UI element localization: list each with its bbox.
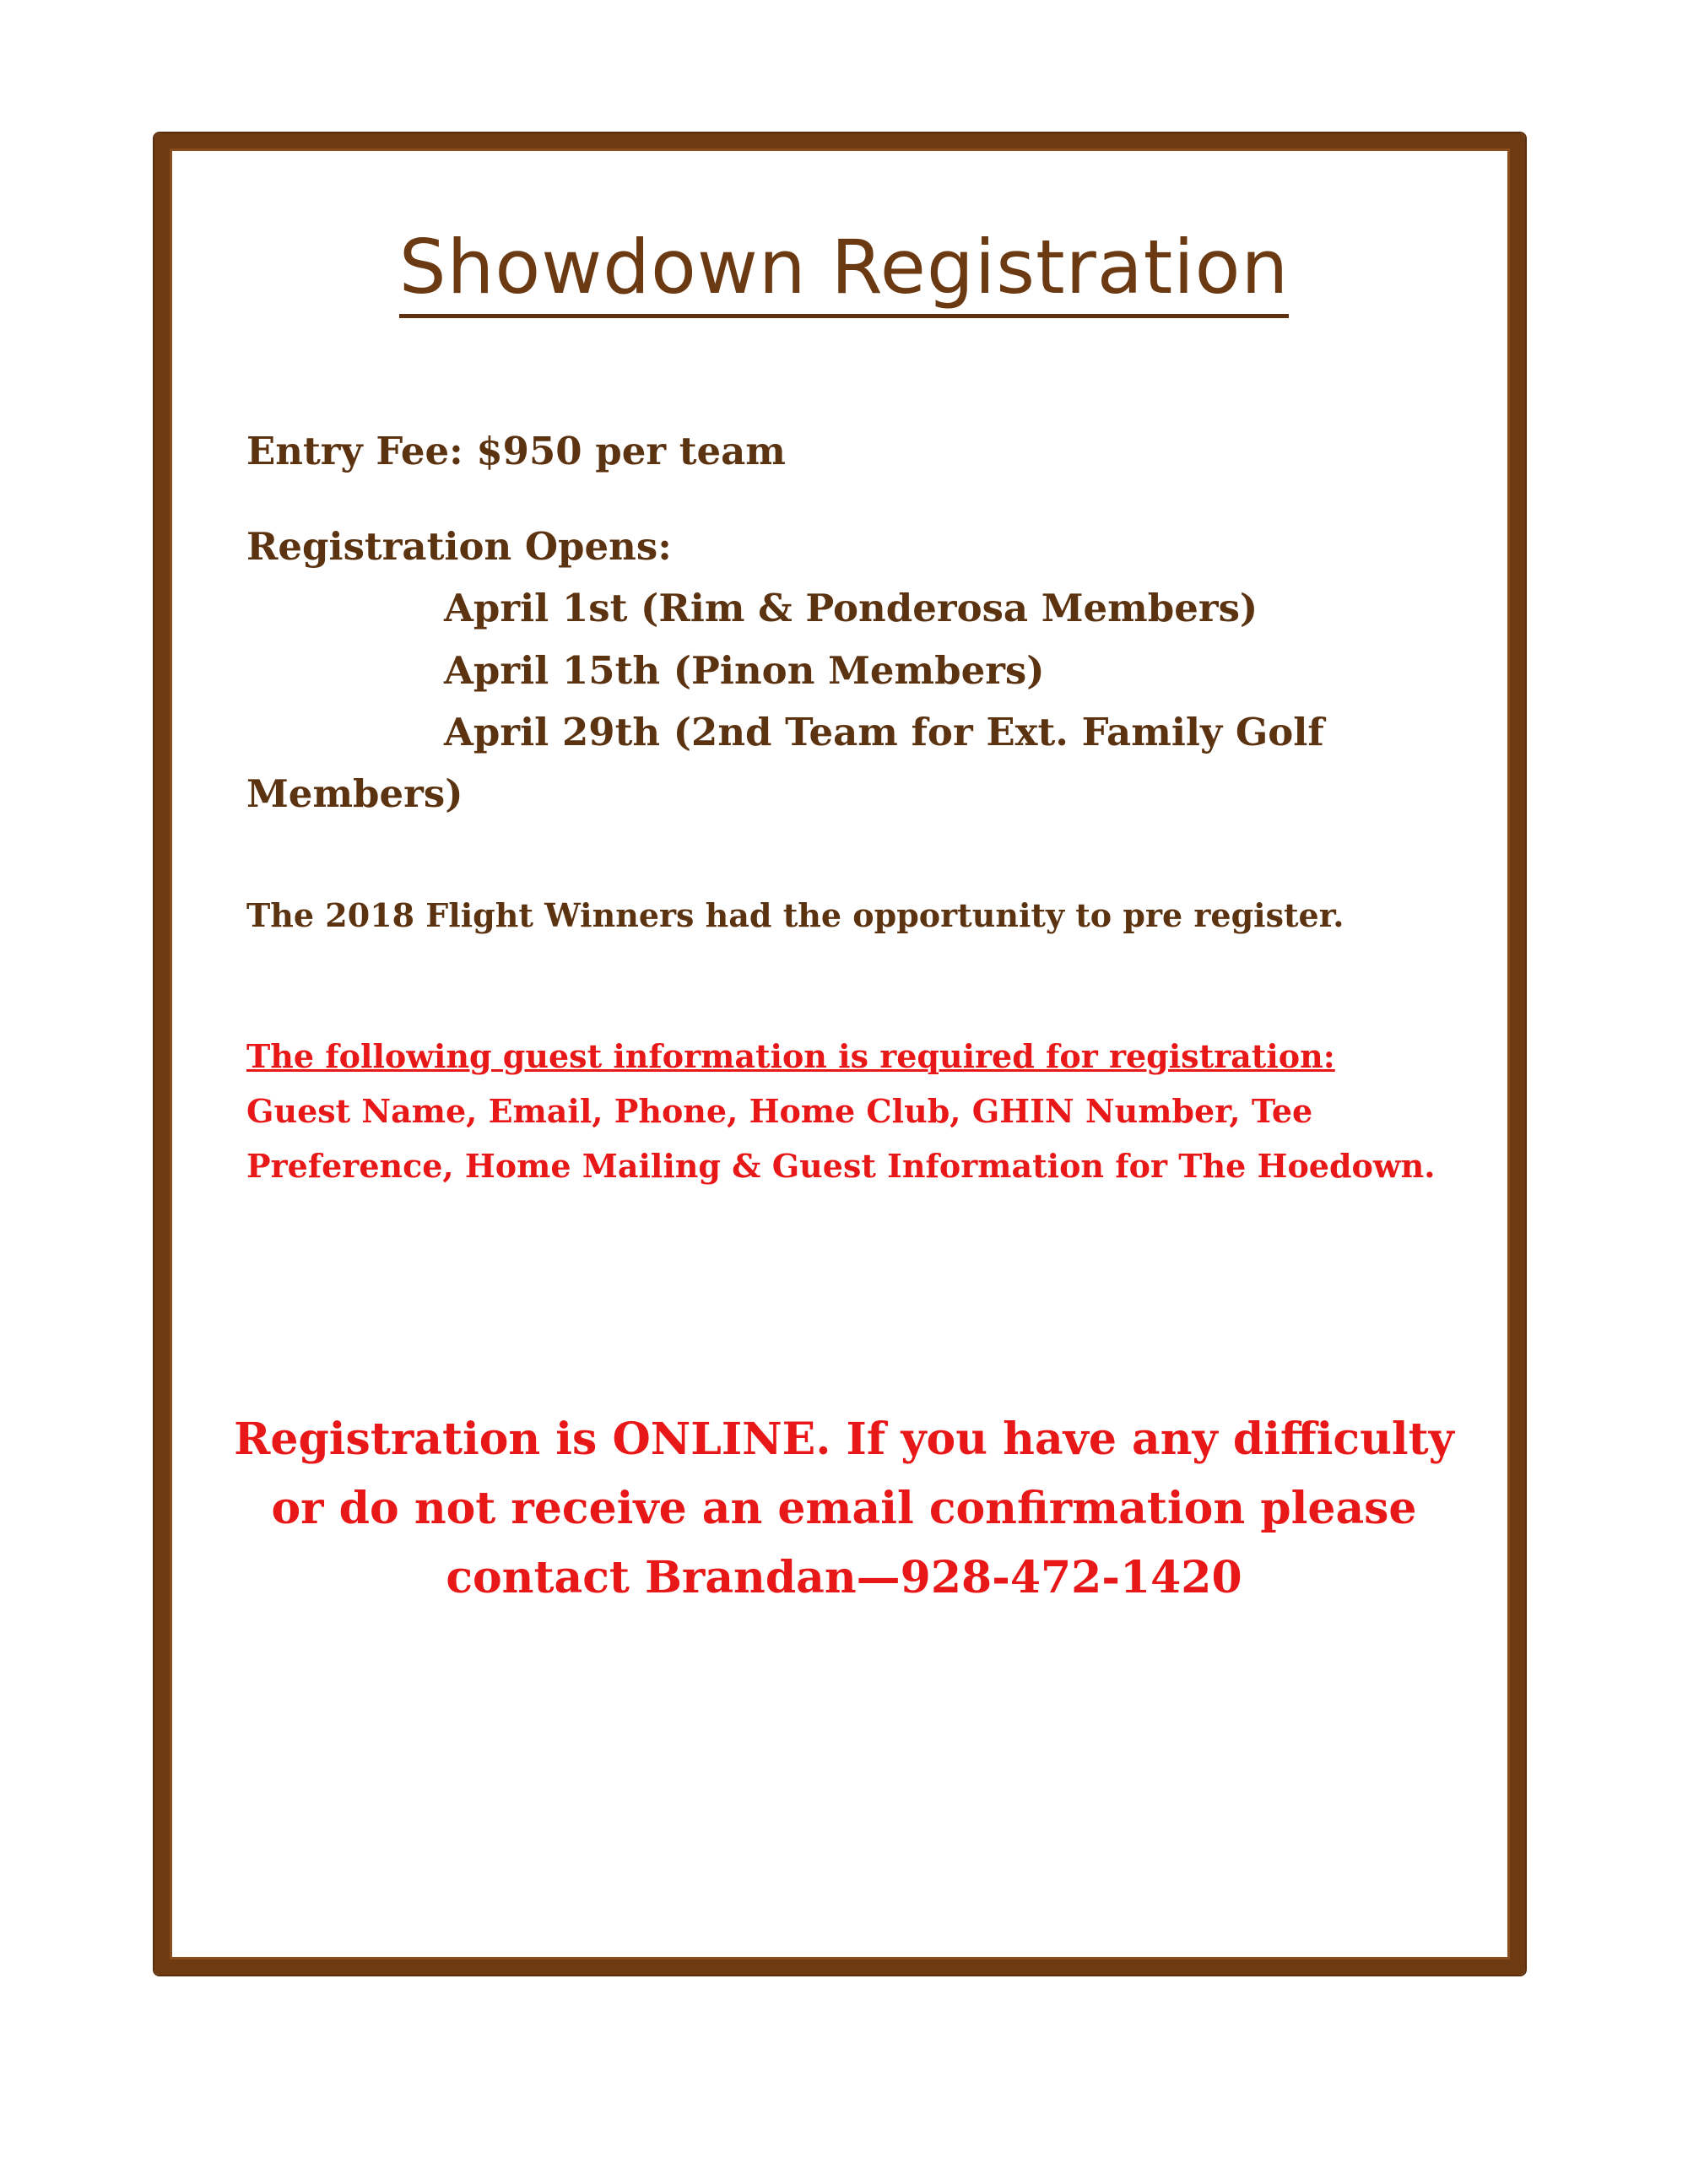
guest-info-line-2: Preference, Home Mailing & Guest Information for The Hoedown. (246, 1147, 1436, 1185)
online-notice-line-1: Registration is ONLINE. If you have any difficulty (234, 1414, 1454, 1465)
registration-date-3: April 29th (2nd Team for Ext. Family Golf (444, 710, 1324, 754)
online-notice-line-3: contact Brandan—928-472-1420 (446, 1552, 1242, 1603)
title-text: Showdown Registration (399, 224, 1290, 318)
flight-winners-note: The 2018 Flight Winners had the opportunity to pre register. (246, 896, 1344, 934)
registration-opens-label: Registration Opens: (246, 524, 672, 569)
guest-info-heading: The following guest information is required for registration: (246, 1037, 1335, 1075)
registration-date-3-wrap: Members) (246, 771, 463, 816)
entry-fee: Entry Fee: $950 per team (246, 429, 786, 473)
registration-date-2: April 15th (Pinon Members) (444, 648, 1045, 693)
registration-date-1: April 1st (Rim & Ponderosa Members) (444, 586, 1258, 630)
page-title (0, 224, 1688, 311)
online-notice-line-2: or do not receive an email confirmation please (271, 1483, 1417, 1534)
guest-info-line-1: Guest Name, Email, Phone, Home Club, GHIN Number, Tee (246, 1092, 1313, 1130)
